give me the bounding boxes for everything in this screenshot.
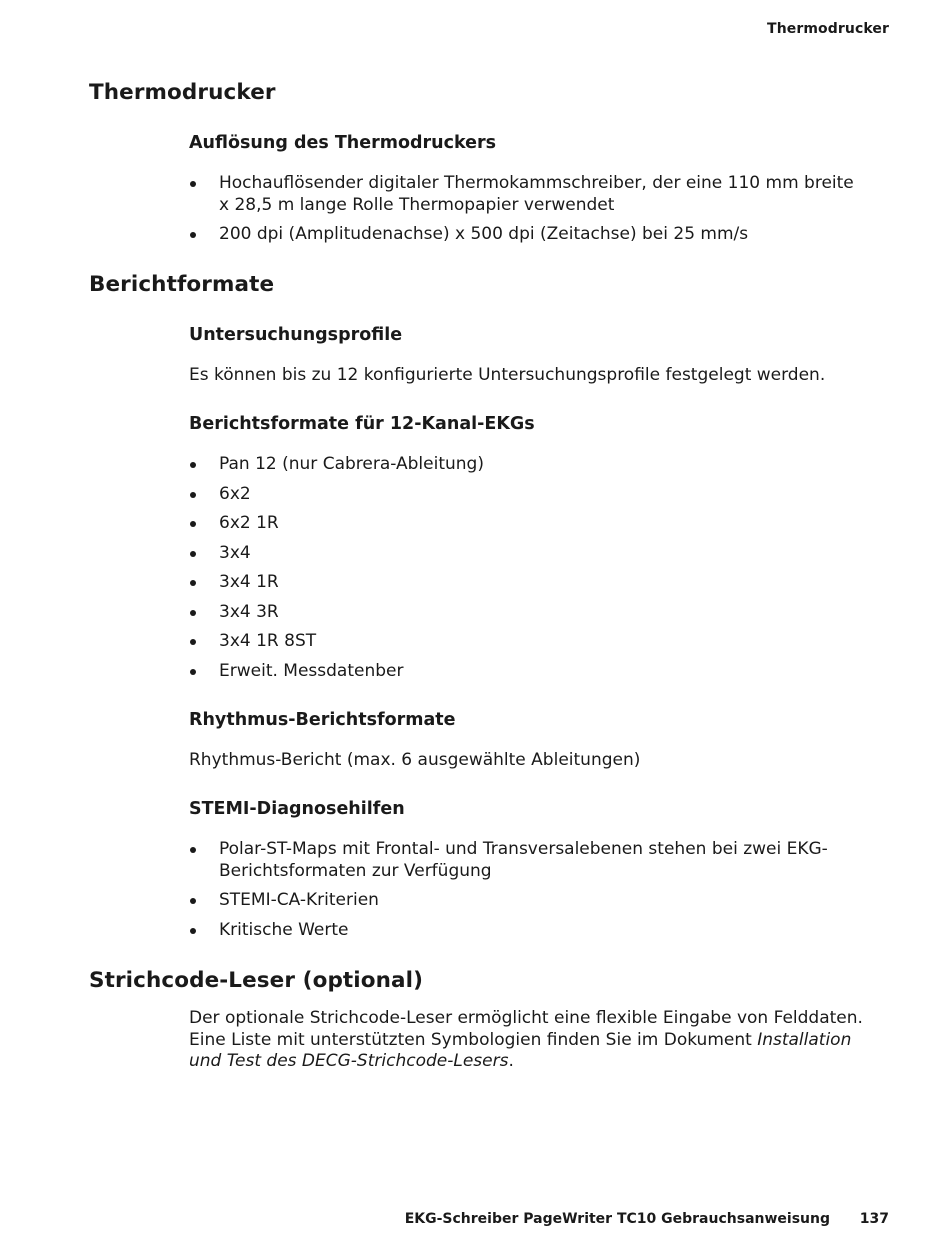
list-item-text: Kritische Werte (219, 919, 349, 940)
paragraph-strichcode (189, 1008, 889, 1073)
list-item (189, 920, 859, 942)
bullet-icon (190, 610, 196, 616)
list-item-text: 3x4 3R (219, 601, 279, 622)
list-item (189, 454, 859, 476)
subsection-title-stemi: STEMI-Diagnosehilfen (189, 799, 405, 819)
list-item (189, 484, 859, 506)
list-item (189, 631, 859, 653)
list-item (189, 513, 859, 535)
list-item-text: Erweit. Messdatenber (219, 660, 404, 681)
section-title-thermodrucker: Thermodrucker (89, 80, 276, 105)
list-item-text: 6x2 (219, 483, 251, 504)
list-item (189, 602, 859, 624)
list-item-text: Polar-ST-Maps mit Frontal- und Transversalebenen stehen bei zwei EKG-Berichtsformaten zur Verfügung (219, 839, 828, 881)
bullet-icon (190, 898, 196, 904)
bullet-icon (190, 232, 196, 238)
bullet-list-stemi (189, 839, 859, 949)
bullet-icon (190, 847, 196, 853)
subsection-title-12-kanal: Berichtsformate für 12-Kanal-EKGs (189, 414, 535, 434)
bullet-icon (190, 181, 196, 187)
bullet-icon (190, 462, 196, 468)
section-title-strichcode: Strichcode-Leser (optional) (89, 968, 424, 993)
bullet-icon (190, 580, 196, 586)
bullet-icon (190, 492, 196, 498)
list-item (189, 543, 859, 565)
section-title-berichtformate: Berichtformate (89, 272, 275, 297)
running-header: Thermodrucker (767, 21, 889, 37)
list-item (189, 839, 859, 882)
list-item-text: 3x4 (219, 542, 251, 563)
subsection-title-aufloesung: Auflösung des Thermodruckers (189, 133, 497, 153)
bullet-list-12-kanal (189, 454, 859, 690)
list-item-text: Pan 12 (nur Cabrera-Ableitung) (219, 454, 484, 474)
document-reference: Installation und Test des DECG-Strichcode-Lesers (189, 1029, 852, 1071)
subsection-title-untersuchungsprofile: Untersuchungsprofile (189, 325, 403, 345)
list-item (189, 890, 859, 912)
list-item-text: 200 dpi (Amplitudenachse) x 500 dpi (Zeitachse) bei 25 mm/s (219, 224, 749, 244)
bullet-icon (190, 521, 196, 527)
paragraph-strichcode-text: Der optionale Strichcode-Leser ermöglicht eine flexible Eingabe von Felddaten. Eine Liste mit unterstützten Symbologien finden Sie im Dokument (189, 1008, 863, 1050)
paragraph-strichcode-end: . (508, 1051, 514, 1071)
footer-title: EKG-Schreiber PageWriter TC10 Gebrauchsanweisung (404, 1211, 830, 1227)
list-item-text: STEMI-CA-Kriterien (219, 890, 379, 910)
list-item-text: 6x2 1R (219, 513, 279, 533)
list-item-text: 3x4 1R 8ST (219, 631, 317, 651)
list-item-text: Hochauflösender digitaler Thermokammschreiber, der eine 110 mm breite x 28,5 m lange Rolle Thermopapier verwendet (219, 173, 854, 215)
bullet-icon (190, 551, 196, 557)
paragraph-rhythmus: Rhythmus-Bericht (max. 6 ausgewählte Ableitungen) (189, 750, 641, 770)
list-item (189, 173, 859, 216)
subsection-title-rhythmus: Rhythmus-Berichtsformate (189, 710, 456, 730)
list-item (189, 661, 859, 683)
page-number: 137 (859, 1211, 889, 1227)
paragraph-untersuchungsprofile: Es können bis zu 12 konfigurierte Untersuchungsprofile festgelegt werden. (189, 365, 826, 385)
bullet-icon (190, 928, 196, 934)
bullet-list-aufloesung (189, 173, 859, 254)
bullet-icon (190, 639, 196, 645)
list-item (189, 572, 859, 594)
list-item-text: 3x4 1R (219, 572, 279, 592)
list-item (189, 224, 859, 246)
bullet-icon (190, 669, 196, 675)
